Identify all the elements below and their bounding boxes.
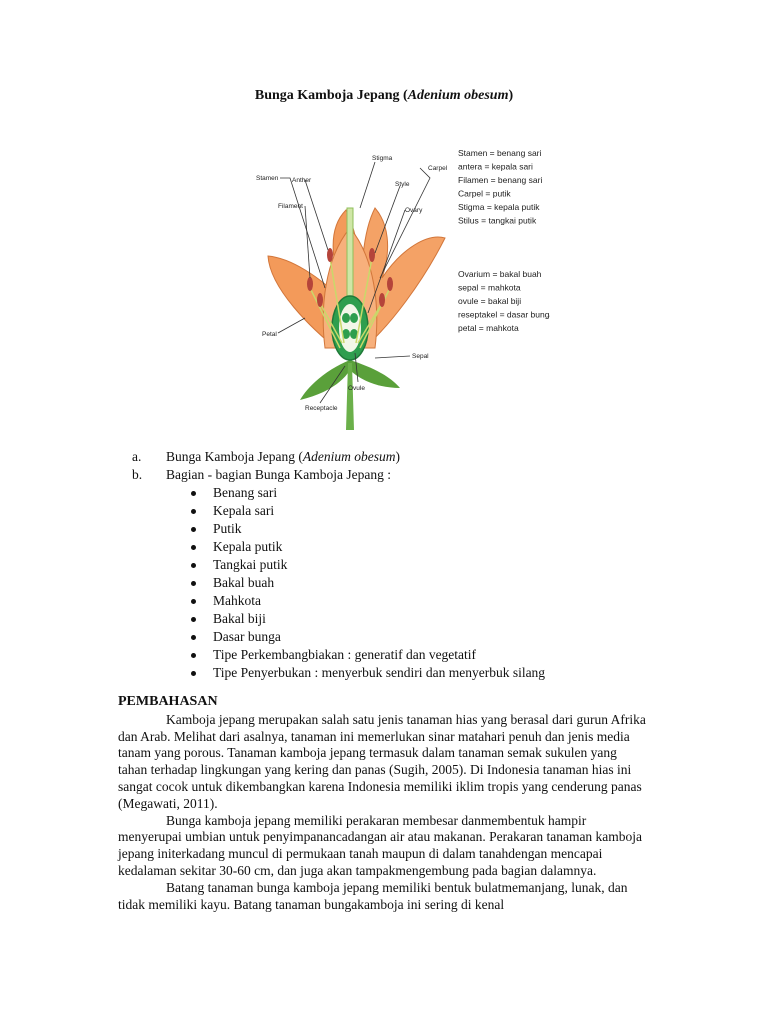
legend-entry: reseptakel = dasar bunga — [458, 309, 550, 320]
title-text: Bunga Kamboja Jepang ( — [254, 88, 408, 103]
label-sepal: Sepal — [412, 353, 429, 360]
list-a-italic: Adenium obesum — [302, 449, 396, 464]
legend-entry: Stigma = kepala putik — [458, 202, 540, 212]
legend-entry: Stamen = benang sari — [458, 148, 542, 158]
bullet-item: Putik — [118, 520, 678, 538]
ovule — [350, 313, 358, 323]
paragraph: Batang tanaman bunga kamboja jepang memiliki bentuk bulatmemanjang, lunak, dan tidak memiliki kayu. Batang tanaman bungakamboja ini sering di kenal — [118, 879, 628, 912]
list-marker: b. — [132, 467, 143, 482]
bullet-item: Dasar bunga — [118, 628, 678, 646]
legend-entry: Filamen = benang sari — [458, 175, 543, 185]
paragraph: Bunga kamboja jepang memiliki perakaran membesar danmembentuk hampir menyerupai umbian untuk penyimpanancadangan air atau makanan. Perakaran tanaman kamboja jepang initerkadang muncul di permukaan tanah maupun di dalam tanahdengan mencapai kedalaman sekitar 30-60 cm, dan juga akan tampakmengembung pada bagian dalamnya. — [118, 812, 643, 878]
list-item-text: Bagian - bagian Bunga Kamboja Jepang : — [166, 467, 391, 482]
label-petal: Petal — [262, 331, 277, 338]
sepal-left — [300, 360, 350, 400]
bullet-item: Bakal biji — [118, 610, 678, 628]
discussion-section — [118, 694, 648, 913]
list-item-text — [166, 448, 400, 466]
label-style: Style — [395, 181, 410, 188]
bullet-item: Tipe Perkembangbiakan : generatif dan vegetatif — [118, 646, 678, 664]
legend-entry: antera = kepala sari — [458, 161, 533, 172]
label-ovule: Ovule — [348, 385, 365, 392]
item-list — [118, 448, 678, 682]
bullet-item: Tipe Penyerbukan : menyerbuk sendiri dan menyerbuk silang — [118, 664, 678, 682]
bullet-item: Mahkota — [118, 592, 678, 610]
ovary-inner — [339, 304, 361, 352]
paragraph: Kamboja jepang merupakan salah satu jenis tanaman hias yang berasal dari gurun Afrika dan Arab. Melihat dari asalnya, tanaman ini memerlukan sinar matahari penuh dan jenis media tanam yang porous. Tanaman kamboja jepang termasuk dalam tanaman semak sukulen yang tahan terhadap lingkungan yang kering dan panas (Sugih, 2005). Di Indonesia tanaman hias ini sangat cocok untuk dikembangkan karena Indonesia memiliki iklim tropis yang cenderung panas (Megawati, 2011). — [118, 711, 646, 811]
label-stamen: Stamen — [256, 175, 279, 182]
list-item-b — [118, 466, 678, 484]
list-a-text: Bunga Kamboja Jepang ( — [166, 449, 303, 464]
label-ovary: Ovary — [405, 207, 423, 214]
legend-entry: Stilus = tangkai putik — [458, 215, 537, 226]
section-heading: PEMBAHASAN — [118, 694, 218, 709]
label-filament: Filament — [278, 203, 303, 210]
page-title — [0, 88, 768, 104]
bullet-item: Kepala sari — [118, 502, 678, 520]
legend-entry: petal = mahkota — [458, 323, 519, 333]
bullet-item: Benang sari — [118, 484, 678, 502]
bullet-item: Tangkai putik — [118, 556, 678, 574]
list-item-a — [118, 448, 678, 466]
flower-diagram — [250, 138, 550, 433]
bullet-item: Bakal buah — [118, 574, 678, 592]
flower-diagram-svg — [250, 138, 550, 433]
legend-entry: sepal = mahkota — [458, 282, 521, 293]
bullet-list — [118, 484, 678, 682]
legend — [458, 148, 550, 333]
list-a-end: ) — [395, 449, 400, 464]
label-anther: Anther — [292, 177, 312, 184]
label-carpel: Carpel — [428, 165, 448, 172]
title-italic: Adenium obesum — [407, 88, 509, 103]
ovule — [342, 313, 350, 323]
bullet-item: Kepala putik — [118, 538, 678, 556]
title-end: ) — [508, 88, 514, 103]
list-marker: a. — [132, 449, 142, 464]
label-stigma: Stigma — [372, 155, 393, 162]
legend-entry: Ovarium = bakal buah — [458, 269, 542, 279]
legend-entry: ovule = bakal biji — [458, 296, 522, 306]
legend-entry: Carpel = putik — [458, 188, 511, 199]
label-receptacle: Receptacle — [305, 405, 338, 412]
